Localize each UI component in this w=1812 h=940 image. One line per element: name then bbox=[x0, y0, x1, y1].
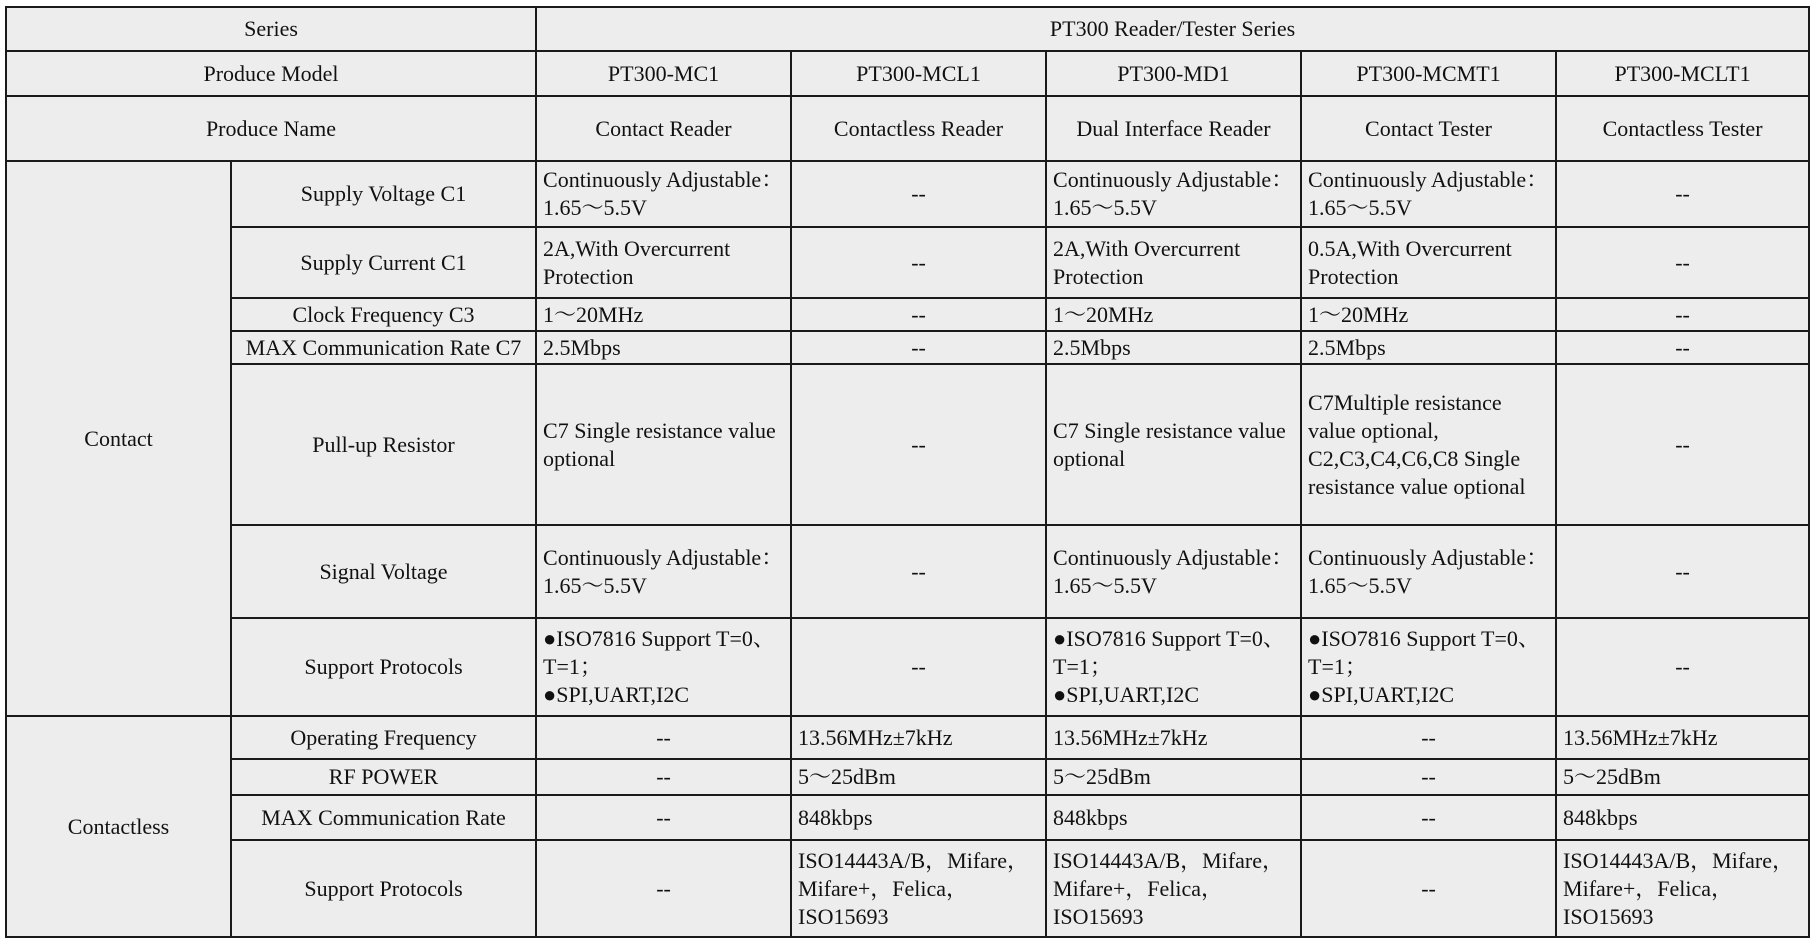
spec-value-cell bbox=[536, 759, 791, 795]
spec-value-line: ●SPI,UART,I2C bbox=[1308, 682, 1455, 707]
spec-value-line: 13.56MHz±7kHz bbox=[1563, 724, 1718, 750]
spec-value-line: 5～25dBm bbox=[798, 764, 896, 789]
spec-row bbox=[6, 618, 1809, 716]
name-label: Produce Name bbox=[6, 96, 536, 161]
spec-value-line: ISO14443A/B，Mifare， bbox=[798, 847, 1029, 873]
spec-value-line: 5～25dBm bbox=[1053, 764, 1151, 789]
spec-value-line: ISO14443A/B，Mifare， bbox=[1563, 847, 1794, 873]
spec-value-line: 1～20MHz bbox=[1308, 301, 1409, 327]
spec-value-cell bbox=[791, 759, 1046, 795]
spec-value-cell bbox=[1301, 298, 1556, 331]
spec-value-cell bbox=[1046, 331, 1301, 364]
spec-value-line: -- bbox=[1421, 875, 1436, 901]
series-row bbox=[6, 7, 1809, 51]
spec-value-cell bbox=[1301, 618, 1556, 716]
model-cell: PT300-MCLT1 bbox=[1556, 51, 1809, 96]
spec-value-line: -- bbox=[1675, 301, 1690, 327]
spec-value-line: 1.65～5.5V bbox=[543, 572, 647, 598]
model-label: Produce Model bbox=[6, 51, 536, 96]
spec-value-line: -- bbox=[656, 724, 671, 750]
spec-value-cell bbox=[1301, 840, 1556, 937]
spec-value-line: ●SPI,UART,I2C bbox=[1053, 682, 1200, 707]
spec-value-line: -- bbox=[1421, 764, 1436, 789]
spec-label: Support Protocols bbox=[231, 840, 536, 937]
spec-value-cell bbox=[536, 716, 791, 759]
spec-value-line: 1.65～5.5V bbox=[1308, 195, 1412, 220]
group-label-contact: Contact bbox=[6, 161, 231, 716]
spec-label: Supply Current C1 bbox=[231, 227, 536, 298]
spec-value-line: -- bbox=[911, 431, 926, 457]
spec-value-cell bbox=[1556, 840, 1809, 937]
spec-table-body bbox=[6, 7, 1809, 937]
spec-value-cell bbox=[1556, 161, 1809, 227]
spec-value-line: -- bbox=[911, 301, 926, 327]
spec-label: Signal Voltage bbox=[231, 525, 536, 618]
spec-value-line: C7 Single resistance value bbox=[543, 417, 776, 443]
spec-value-line: 5～25dBm bbox=[1563, 764, 1661, 789]
spec-value-line: T=1； bbox=[543, 654, 602, 679]
spec-value-line: -- bbox=[1675, 249, 1690, 275]
spec-row bbox=[6, 227, 1809, 298]
spec-value-line: 848kbps bbox=[1053, 804, 1128, 830]
model-cell: PT300-MC1 bbox=[536, 51, 791, 96]
model-row bbox=[6, 51, 1809, 96]
spec-value-line: Protection bbox=[543, 263, 634, 289]
spec-value-line: -- bbox=[911, 249, 926, 275]
spec-value-cell bbox=[1046, 618, 1301, 716]
spec-value-cell bbox=[1556, 227, 1809, 298]
name-row bbox=[6, 96, 1809, 161]
spec-value-cell bbox=[791, 364, 1046, 525]
spec-value-cell bbox=[536, 525, 791, 618]
spec-value-cell bbox=[1046, 525, 1301, 618]
spec-value-line: Continuously Adjustable： bbox=[543, 544, 784, 570]
spec-value-cell bbox=[791, 795, 1046, 840]
spec-value-cell bbox=[536, 298, 791, 331]
spec-value-line: 2A,With Overcurrent bbox=[1053, 235, 1241, 261]
spec-value-cell bbox=[1556, 716, 1809, 759]
spec-value-cell bbox=[1556, 331, 1809, 364]
spec-value-line: -- bbox=[1421, 804, 1436, 830]
model-cell: PT300-MCL1 bbox=[791, 51, 1046, 96]
spec-value-cell bbox=[791, 298, 1046, 331]
spec-value-line: -- bbox=[911, 654, 926, 679]
spec-value-cell bbox=[1301, 795, 1556, 840]
spec-value-line: ●SPI,UART,I2C bbox=[543, 682, 690, 707]
group-label-contactless: Contactless bbox=[6, 716, 231, 937]
spec-value-line: 848kbps bbox=[1563, 804, 1638, 830]
spec-value-cell bbox=[1556, 759, 1809, 795]
spec-value-cell bbox=[536, 161, 791, 227]
spec-value-line: 1.65～5.5V bbox=[1308, 572, 1412, 598]
spec-value-cell bbox=[1046, 716, 1301, 759]
spec-row bbox=[6, 331, 1809, 364]
spec-value-line: -- bbox=[1421, 724, 1436, 750]
spec-value-line: C7 Single resistance value bbox=[1053, 417, 1286, 443]
spec-row bbox=[6, 364, 1809, 525]
spec-row bbox=[6, 795, 1809, 840]
spec-value-line: 848kbps bbox=[798, 804, 873, 830]
name-cell: Contact Tester bbox=[1301, 96, 1556, 161]
spec-value-line: Continuously Adjustable： bbox=[1308, 544, 1549, 570]
spec-value-line: Continuously Adjustable： bbox=[1053, 544, 1294, 570]
spec-value-line: Mifare+，Felica， bbox=[1053, 875, 1224, 901]
spec-value-cell bbox=[1046, 795, 1301, 840]
spec-value-line: 2.5Mbps bbox=[543, 334, 621, 360]
spec-value-line: ●ISO7816 Support T=0、 bbox=[543, 626, 775, 651]
spec-value-line: ISO14443A/B，Mifare， bbox=[1053, 847, 1284, 873]
spec-value-line: -- bbox=[911, 181, 926, 206]
spec-value-cell bbox=[1046, 840, 1301, 937]
spec-value-cell bbox=[1046, 227, 1301, 298]
spec-row bbox=[6, 298, 1809, 331]
spec-value-cell bbox=[536, 840, 791, 937]
spec-value-cell bbox=[1046, 161, 1301, 227]
spec-value-line: 0.5A,With Overcurrent bbox=[1308, 235, 1512, 261]
spec-value-line: ISO15693 bbox=[798, 903, 889, 929]
spec-value-line: Protection bbox=[1053, 263, 1144, 289]
spec-value-cell bbox=[791, 525, 1046, 618]
spec-value-line: -- bbox=[911, 334, 926, 360]
spec-label: RF POWER bbox=[231, 759, 536, 795]
spec-value-line: Continuously Adjustable： bbox=[543, 167, 784, 192]
spec-value-cell bbox=[1556, 795, 1809, 840]
spec-value-line: 1.65～5.5V bbox=[1053, 572, 1157, 598]
spec-value-line: Protection bbox=[1308, 263, 1399, 289]
spec-value-line: optional bbox=[1053, 445, 1126, 471]
series-label: Series bbox=[6, 7, 536, 51]
spec-value-cell bbox=[1301, 364, 1556, 525]
spec-value-line: 2.5Mbps bbox=[1308, 334, 1386, 360]
spec-value-line: Mifare+，Felica， bbox=[1563, 875, 1734, 901]
spec-row bbox=[6, 840, 1809, 937]
model-cell: PT300-MCMT1 bbox=[1301, 51, 1556, 96]
spec-value-line: ●ISO7816 Support T=0、 bbox=[1308, 626, 1540, 651]
spec-value-cell bbox=[1301, 227, 1556, 298]
spec-value-line: C2,C3,C4,C6,C8 Single bbox=[1308, 445, 1521, 471]
spec-value-cell bbox=[1556, 298, 1809, 331]
name-cell: Contactless Reader bbox=[791, 96, 1046, 161]
spec-value-cell bbox=[1301, 331, 1556, 364]
spec-value-line: -- bbox=[656, 804, 671, 830]
spec-label: MAX Communication Rate C7 bbox=[231, 331, 536, 364]
spec-value-line: T=1； bbox=[1308, 654, 1367, 679]
spec-value-line: 1～20MHz bbox=[1053, 301, 1154, 327]
spec-value-line: optional bbox=[543, 445, 616, 471]
spec-value-cell bbox=[1301, 759, 1556, 795]
spec-value-cell bbox=[1301, 161, 1556, 227]
name-cell: Contactless Tester bbox=[1556, 96, 1809, 161]
spec-label: Operating Frequency bbox=[231, 716, 536, 759]
spec-value-line: -- bbox=[656, 875, 671, 901]
spec-value-line: resistance value optional bbox=[1308, 473, 1526, 499]
spec-value-line: -- bbox=[911, 558, 926, 584]
spec-value-line: -- bbox=[1675, 558, 1690, 584]
name-cell: Dual Interface Reader bbox=[1046, 96, 1301, 161]
spec-value-cell bbox=[791, 331, 1046, 364]
spec-value-cell bbox=[791, 161, 1046, 227]
spec-value-line: value optional, bbox=[1308, 417, 1439, 443]
spec-label: Supply Voltage C1 bbox=[231, 161, 536, 227]
spec-value-line: C7Multiple resistance bbox=[1308, 389, 1502, 415]
spec-value-line: 13.56MHz±7kHz bbox=[798, 724, 953, 750]
spec-row bbox=[6, 716, 1809, 759]
spec-value-line: 2.5Mbps bbox=[1053, 334, 1131, 360]
spec-value-cell bbox=[791, 227, 1046, 298]
spec-value-cell bbox=[791, 840, 1046, 937]
spec-value-line: Continuously Adjustable： bbox=[1308, 167, 1549, 192]
spec-value-cell bbox=[1556, 364, 1809, 525]
spec-value-cell bbox=[1046, 298, 1301, 331]
name-cell: Contact Reader bbox=[536, 96, 791, 161]
spec-value-cell bbox=[1301, 525, 1556, 618]
model-cell: PT300-MD1 bbox=[1046, 51, 1301, 96]
spec-value-line: -- bbox=[1675, 181, 1690, 206]
spec-value-line: -- bbox=[1675, 431, 1690, 457]
spec-value-line: Continuously Adjustable： bbox=[1053, 167, 1294, 192]
spec-value-line: 1.65～5.5V bbox=[1053, 195, 1157, 220]
spec-label: MAX Communication Rate bbox=[231, 795, 536, 840]
spec-value-cell bbox=[536, 618, 791, 716]
spec-value-line: -- bbox=[1675, 654, 1690, 679]
spec-value-line: -- bbox=[656, 764, 671, 789]
spec-value-line: ISO15693 bbox=[1053, 903, 1144, 929]
spec-value-line: -- bbox=[1675, 334, 1690, 360]
spec-row bbox=[6, 161, 1809, 227]
spec-value-cell bbox=[1046, 364, 1301, 525]
spec-label: Support Protocols bbox=[231, 618, 536, 716]
spec-value-cell bbox=[1046, 759, 1301, 795]
spec-value-cell bbox=[1556, 618, 1809, 716]
spec-value-line: 13.56MHz±7kHz bbox=[1053, 724, 1208, 750]
spec-table bbox=[5, 6, 1810, 938]
spec-value-cell bbox=[536, 364, 791, 525]
spec-value-line: 2A,With Overcurrent bbox=[543, 235, 731, 261]
spec-value-cell bbox=[536, 795, 791, 840]
spec-value-cell bbox=[1556, 525, 1809, 618]
spec-value-cell bbox=[536, 331, 791, 364]
spec-value-line: Mifare+，Felica， bbox=[798, 875, 969, 901]
spec-row bbox=[6, 525, 1809, 618]
spec-value-line: 1.65～5.5V bbox=[543, 195, 647, 220]
series-value: PT300 Reader/Tester Series bbox=[536, 7, 1809, 51]
spec-value-line: ISO15693 bbox=[1563, 903, 1654, 929]
spec-value-cell bbox=[791, 618, 1046, 716]
spec-value-cell bbox=[1301, 716, 1556, 759]
spec-label: Pull-up Resistor bbox=[231, 364, 536, 525]
spec-label: Clock Frequency C3 bbox=[231, 298, 536, 331]
spec-value-cell bbox=[536, 227, 791, 298]
spec-value-line: ●ISO7816 Support T=0、 bbox=[1053, 626, 1285, 651]
spec-value-cell bbox=[791, 716, 1046, 759]
spec-value-line: 1～20MHz bbox=[543, 301, 644, 327]
spec-value-line: T=1； bbox=[1053, 654, 1112, 679]
spec-row bbox=[6, 759, 1809, 795]
